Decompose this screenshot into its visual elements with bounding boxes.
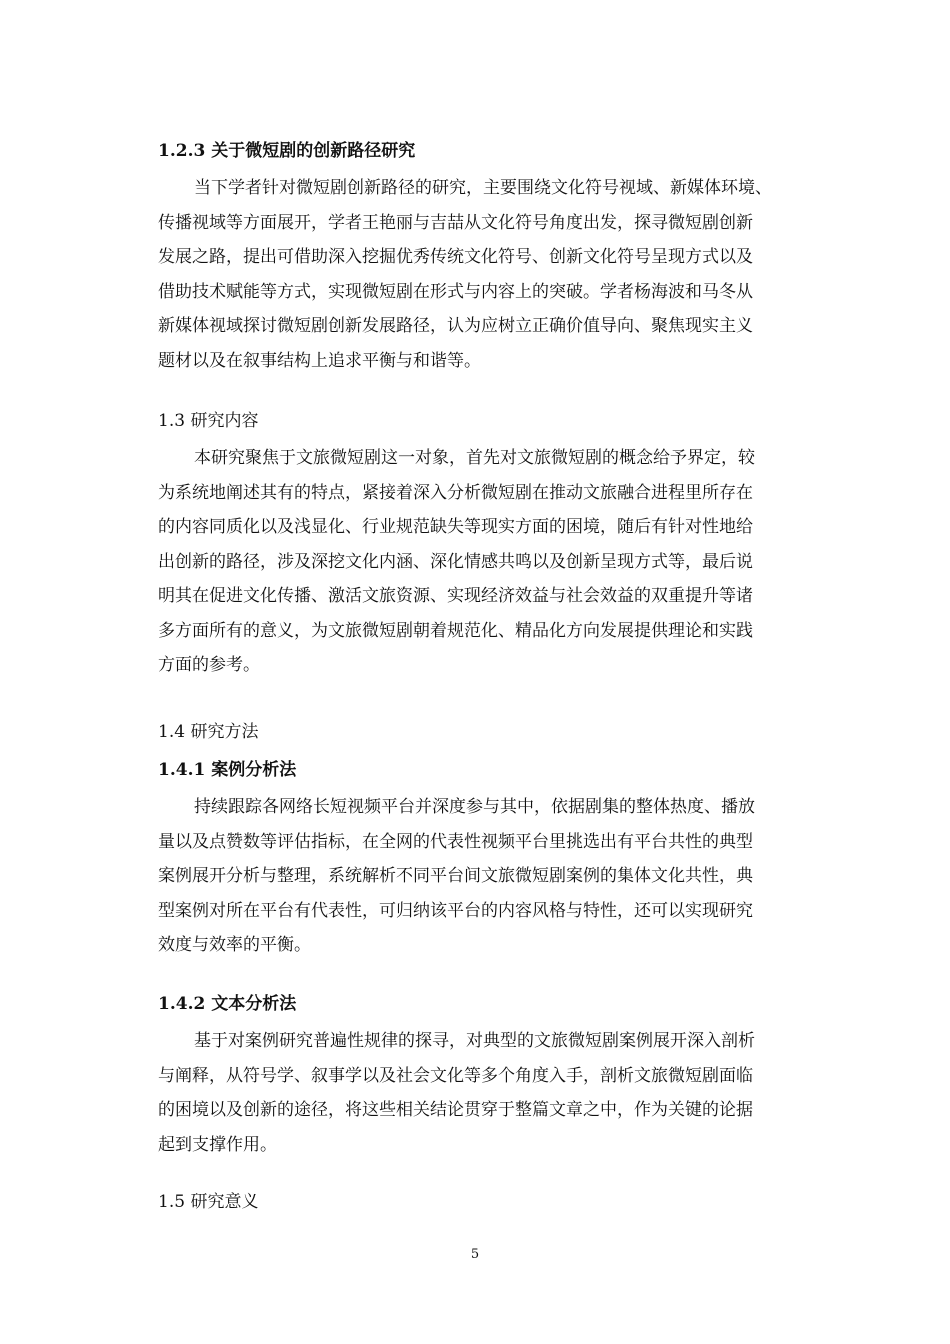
paragraph-1-3 [158, 441, 840, 683]
text-line: 型案例对所在平台有代表性，可归纳该平台的内容风格与特性，还可以实现研究 [158, 900, 753, 921]
text-line: 明其在促进文化传播、激活文旅资源、实现经济效益与社会效益的双重提升等诸 [158, 586, 753, 606]
text-line: 的困境以及创新的途径，将这些相关结论贯穿于整篇文章之中，作为关键的论据 [158, 1100, 753, 1120]
section-heading-1-3: 1.3 研究内容 [158, 411, 259, 431]
text-line: 出创新的路径，涉及深挖文化内涵、深化情感共鸣以及创新呈现方式等，最后说 [158, 551, 753, 572]
text-line: 为系统地阐述其有的特点，紧接着深入分析微短剧在推动文旅融合进程里所存在 [158, 482, 753, 503]
text-line: 基于对案例研究普遍性规律的探寻，对典型的文旅微短剧案例展开深入剖析 [194, 1031, 755, 1051]
text-line: 发展之路，提出可借助深入挖掘优秀传统文化符号、创新文化符号呈现方式以及 [158, 247, 753, 267]
text-line: 方面的参考。 [158, 655, 260, 675]
text-line: 题材以及在叙事结构上追求平衡与和谐等。 [158, 350, 481, 371]
text-line: 本研究聚焦于文旅微短剧这一对象，首先对文旅微短剧的概念给予界定，较 [194, 448, 755, 468]
text-line: 量以及点赞数等评估指标，在全网的代表性视频平台里挑选出有平台共性的典型 [158, 831, 753, 852]
text-line: 借助技术赋能等方式，实现微短剧在形式与内容上的突破。学者杨海波和马冬从 [158, 281, 753, 302]
page-number: 5 [470, 1247, 480, 1262]
text-line: 传播视域等方面展开，学者王艳丽与吉喆从文化符号角度出发，探寻微短剧创新 [158, 212, 753, 233]
paragraph-1-4-1 [158, 790, 840, 963]
section-heading-1-2-3: 1.2.3 关于微短剧的创新路径研究 [158, 141, 416, 161]
text-line: 当下学者针对微短剧创新路径的研究，主要围绕文化符号视域、新媒体环境、 [194, 178, 772, 198]
text-line: 案例展开分析与整理，系统解析不同平台间文旅微短剧案例的集体文化共性，典 [158, 866, 753, 886]
section-heading-1-4-2: 1.4.2 文本分析法 [158, 994, 297, 1014]
section-heading-1-4-1: 1.4.1 案例分析法 [158, 760, 297, 780]
paragraph-1-2-3 [158, 171, 840, 378]
paragraph-1-4-2 [158, 1024, 840, 1162]
text-line: 持续跟踪各网络长短视频平台并深度参与其中，依据剧集的整体热度、播放 [194, 797, 755, 817]
text-line: 多方面所有的意义，为文旅微短剧朝着规范化、精品化方向发展提供理论和实践 [158, 620, 753, 641]
text-line: 的内容同质化以及浅显化、行业规范缺失等现实方面的困境，随后有针对性地给 [158, 517, 753, 537]
text-line: 效度与效率的平衡。 [158, 935, 311, 955]
section-heading-1-5: 1.5 研究意义 [158, 1192, 259, 1212]
text-line: 新媒体视域探讨微短剧创新发展路径，认为应树立正确价值导向、聚焦现实主义 [158, 316, 753, 336]
text-line: 起到支撑作用。 [158, 1134, 277, 1155]
section-heading-1-4: 1.4 研究方法 [158, 722, 259, 742]
text-line: 与阐释，从符号学、叙事学以及社会文化等多个角度入手，剖析文旅微短剧面临 [158, 1065, 753, 1086]
